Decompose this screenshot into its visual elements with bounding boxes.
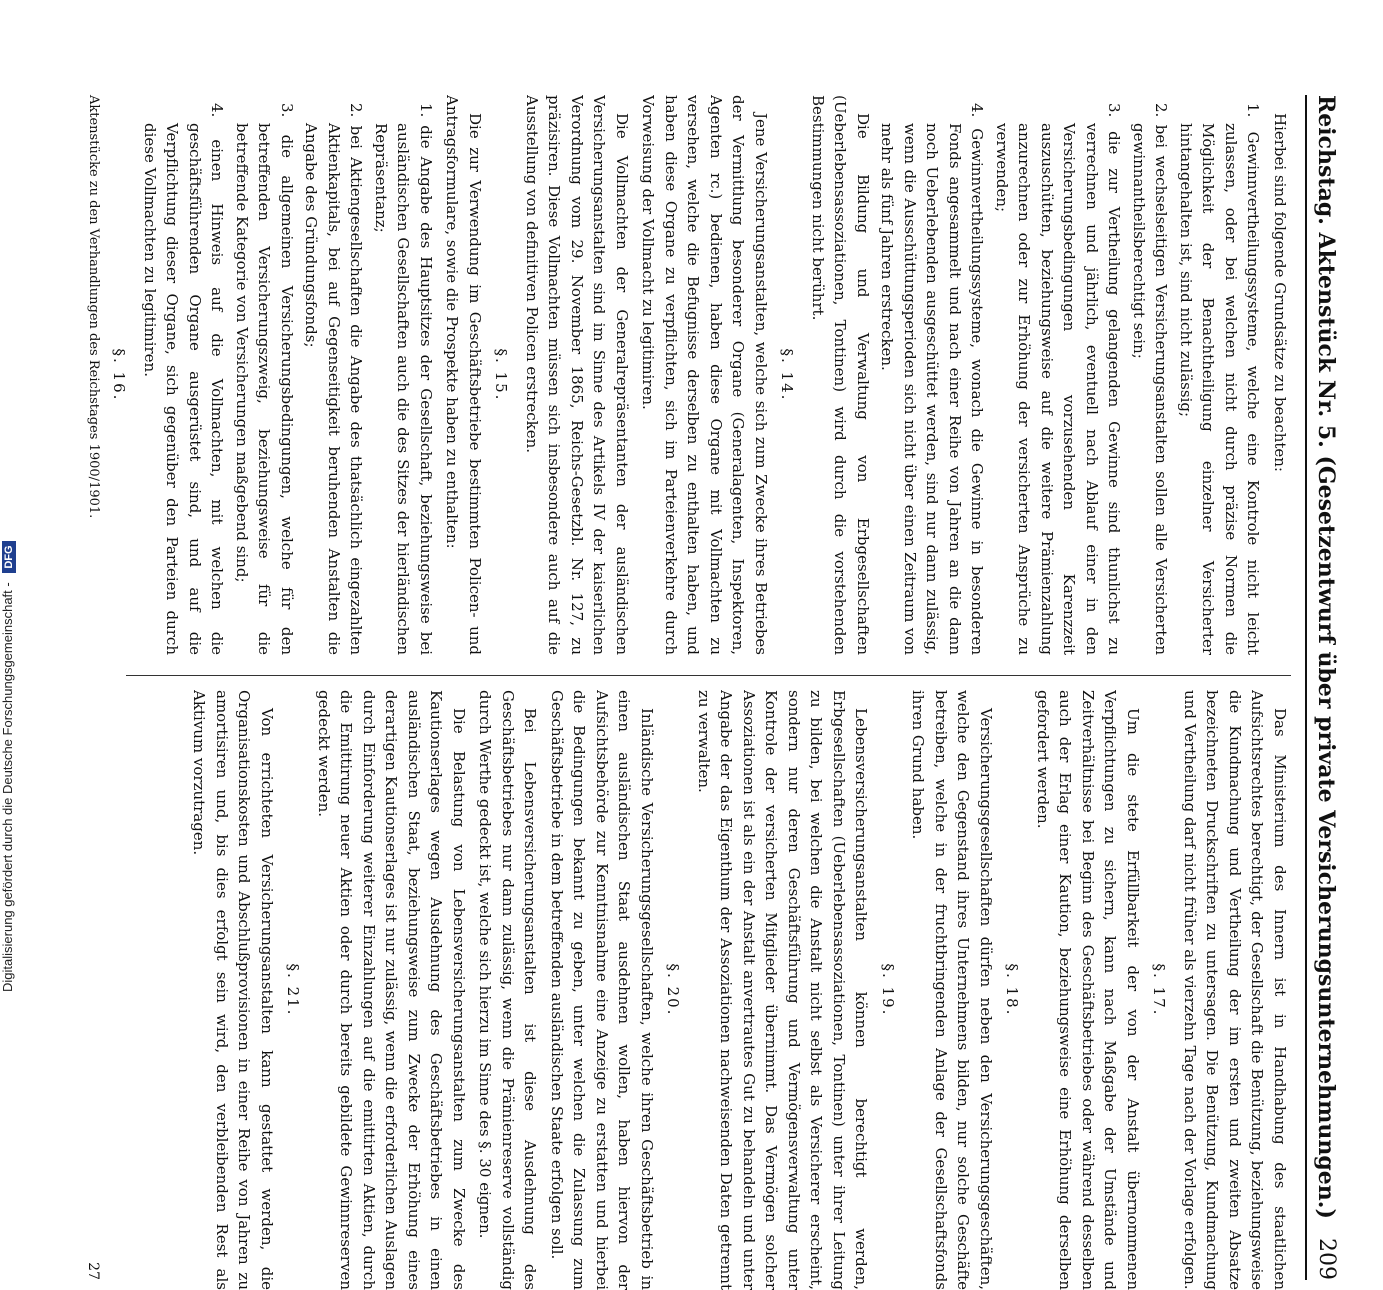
digitization-note-text: Digitalisierung gefördert durch die Deutsche Forschungsgemeinschaft - (0, 582, 15, 992)
paragraph: Die Belastung von Lebensversicherungsanstalten zum Zwecke des Kautionserlages wegen Ausdehnung des Geschäftsbetriebes in einen ausländischen Staat, beziehungsweise zum Zwecke der Erhöhung eines derartigen Kautionserlages ist nur zulässig, wenn die erforderlichen Auslagen durch Einforderung weiterer Einzahlungen auf die emittirten Aktien, durch die Emittirung neuer Aktien oder durch bereits gebildete Gewinnreserven gedeckt werden. (315, 690, 468, 1290)
paragraph: Bei Lebensversicherungsanstalten ist diese Ausdehnung des Geschäftsbetriebes nur dann zulässig, wenn die Prämienreserve vollständig durch Werthe gedeckt ist, welche sich hierzu im Sinne des §. 30 eignen. (476, 690, 540, 1290)
header-title: Reichstag. Aktenstück Nr. 5. (Gesetzentwurf über private Versicherungsunternehmungen.) (1313, 95, 1339, 1219)
section-heading-17: §. 17. (1150, 963, 1169, 1017)
section-heading-21: §. 21. (284, 963, 303, 1017)
paragraph: Lebensversicherungsanstalten können berechtigt werden, Erbgesellschaften (Ueberlebensassoziationen, Tontinen) unter ihrer Leitung zu bilden, bei welchen die Anstalt nicht selbst als Versicherer erscheint, sondern nur deren Geschäftsführung und Vermögensverwaltung unter Kontrole der versicherten Mitglieder übernimmt. Das Vermögen solcher Assoziationen ist als ein der Anstalt anvertrautes Gut zu behandeln und unter Angabe der das Eigenthum der Assoziationen nachweisenden Daten getrennt zu verwalten. (695, 690, 871, 1290)
list-item: 1. die Angabe des Hauptsitzes der Gesellschaft, beziehungsweise bei ausländischen Gesellschaften auch die des Sitzes der hierländischen Repräsentanz; (372, 103, 435, 655)
left-column (111, 95, 1291, 655)
right-column (111, 690, 1291, 1290)
list-item: 3. die zur Vertheilung gelangenden Gewinne sind thunlichst zu verrechnen und jährlich, eventuell nach Ablauf einer in den Versicherungsbedingungen vorzusehenden Karenzzeit auszuschütten, beziehungsweise auf die weitere Prämienzahlung anzurechnen oder zur Erhöhung der versicherten Ansprüche zu verwenden; (993, 103, 1124, 655)
intro-text: Hierbei sind folgende Grundsätze zu beachten: (1271, 113, 1289, 472)
section-heading-14: §. 14. (778, 348, 797, 402)
page-footer (77, 95, 101, 1280)
paragraph: Das Ministerium des Innern ist in Handhabung des staatlichen Aufsichtsrechtes berechtigt, der Gesellschaft die Benützung, beziehungsweise die Kundmachung und Vertheilung der im ersten und zweiten Absatze bezeichneten Druckschriften zu untersagen. Die Benützung, Kundmachung und Vertheilung darf nicht früher als vierzehn Tage nach der Vorlage erfolgen. (1181, 690, 1289, 1290)
list-item: 2. bei Aktiengesellschaften die Angabe des thatsächlich eingezahlten Aktienkapitals, bei auf Gegenseitigkeit beruhenden Anstalten die Angabe des Gründungsfonds; (302, 103, 366, 655)
section-heading-19: §. 19. (879, 963, 897, 1017)
section-heading-20: §. 20. (664, 963, 683, 1017)
paragraph: Die Bildung und Verwaltung von Erbgesellschaften (Ueberlebensassoziationen, Tontinen) wird durch die vorstehenden Bestimmungen nicht berührt. (809, 95, 872, 655)
list-item: 4. Gewinnvertheilungssysteme, wonach die Gewinne in besonderen Fonds angesammelt und nach einer Reihe von Jahren an die dann noch Ueberlebenden ausgeschüttet werden, sind nur dann zulässig, wenn die Ausschüttungsperioden sich nicht über einen Zeitraum von mehr als fünf Jahren erstrecken. (878, 103, 987, 655)
list-item: 3. die allgemeinen Versicherungsbedingungen, welche für den betreffenden Versicherungszweig, beziehungsweise für die betreffende Kategorie von Versicherungen maßgebend sind; (233, 103, 296, 655)
paragraph: Versicherungsgesellschaften dürfen neben den Versicherungsgeschäften, welche den Gegenstand ihres Unternehmens bilden, nur solche Geschäfte betreiben, welche in der fruchtbringenden Anlage der Gesellschaftsfonds ihren Grund haben. (909, 690, 995, 1290)
page-header (1305, 95, 1343, 1280)
dfg-logo: DFG (2, 541, 16, 572)
s15-list (139, 95, 438, 655)
section-heading-16: §. 16. (111, 348, 129, 402)
page-number: 209 (1314, 1238, 1339, 1280)
paragraph: Die zur Verwendung im Geschäftsbetriebe bestimmten Policen- und Antragsformulare, sowie die Prospekte haben zu enthalten: (443, 95, 484, 655)
section-heading-15: §. 15. (492, 348, 511, 402)
digitization-note (0, 232, 22, 1000)
footer-source: Aktenstücke zu den Verhandlungen des Reichstages 1900/1901. (86, 95, 101, 519)
paragraph: Um die stete Erfüllbarkeit der von der Anstalt übernommenen Verpflichtungen zu sichern, kann nach Maßgabe der Umstände und Zeitverhältnisse bei Beginn des Geschäftsbetriebes oder während desselben auch der Erlag einer Kaution, beziehungsweise eine Erhöhung derselben gefordert werden. (1034, 690, 1142, 1290)
principles-list (876, 95, 1265, 655)
column-divider (126, 675, 1291, 676)
list-item: 4. einen Hinweis auf die Vollmachten, mit welchen die geschäftsführenden Organe ausgerüstet sind, und auf die Verpflichtung dieser Organe, sich gegenüber den Parteien durch diese Vollmachten zu legitimiren. (141, 103, 227, 655)
list-item: 2. bei wechselseitigen Versicherungsanstalten sollen alle Versicherten gewinnantheilsberechtigt sein; (1130, 103, 1171, 655)
paragraph: Jene Versicherungsanstalten, welche sich zum Zwecke ihres Betriebes der Vermittlung besonderer Organe (Generalagenten, Inspektoren, Agenten rc.) bedienen, haben diese Organe mit Vollmachten zu versehen, welche die Befugnisse derselben zu enthalten haben, und haben diese Organe zu verpflichten, sich im Parteienverkehre durch Vorweisung der Vollmacht zu legitimiren. (639, 95, 770, 655)
footer-number: 27 (85, 1262, 101, 1280)
paragraph: Von errichteten Versicherungsanstalten kann gestattet werden, die Organisationskosten und Abschlußprovisionen in einer Reihe von Jahren zu amortisiren und, bis dies erfolgt sein wird, den verbleibenden Rest als Aktivum vorzutragen. (190, 690, 276, 1290)
paragraph: Inländische Versicherungsgesellschaften, welche ihren Geschäftsbetrieb in einen ausländischen Staat ausdehnen wollen, haben hiervon der Aufsichtsbehörde zur Kenntnisnahme eine Anzeige zu erstatten und hierbei die Bedingungen bekannt zu geben, unter welchen die Zulassung zum Geschäftsbetriebe in dem betreffenden ausländischen Staate erfolgen soll. (548, 690, 656, 1290)
section-heading-18: §. 18. (1003, 963, 1022, 1017)
paragraph: Die Vollmachten der Generalrepräsentanten der ausländischen Versicherungsanstalten sind im Sinne des Artikels IV der kaiserlichen Verordnung vom 29. November 1865, Reichs-Gesetzbl. Nr. 127, zu präzisiren. Diese Vollmachten müssen sich insbesondere auch auf die Ausstellung von definitiven Policen erstrecken. (523, 95, 631, 655)
list-item: 1. Gewinnvertheilungssysteme, welche eine Kontrole nicht leicht zulassen, oder bei welchen nicht durch präzise Normen die Möglichkeit der Benachtheiligung einzelner Versicherter hintangehalten ist, sind nicht zulässig; (1177, 103, 1263, 655)
